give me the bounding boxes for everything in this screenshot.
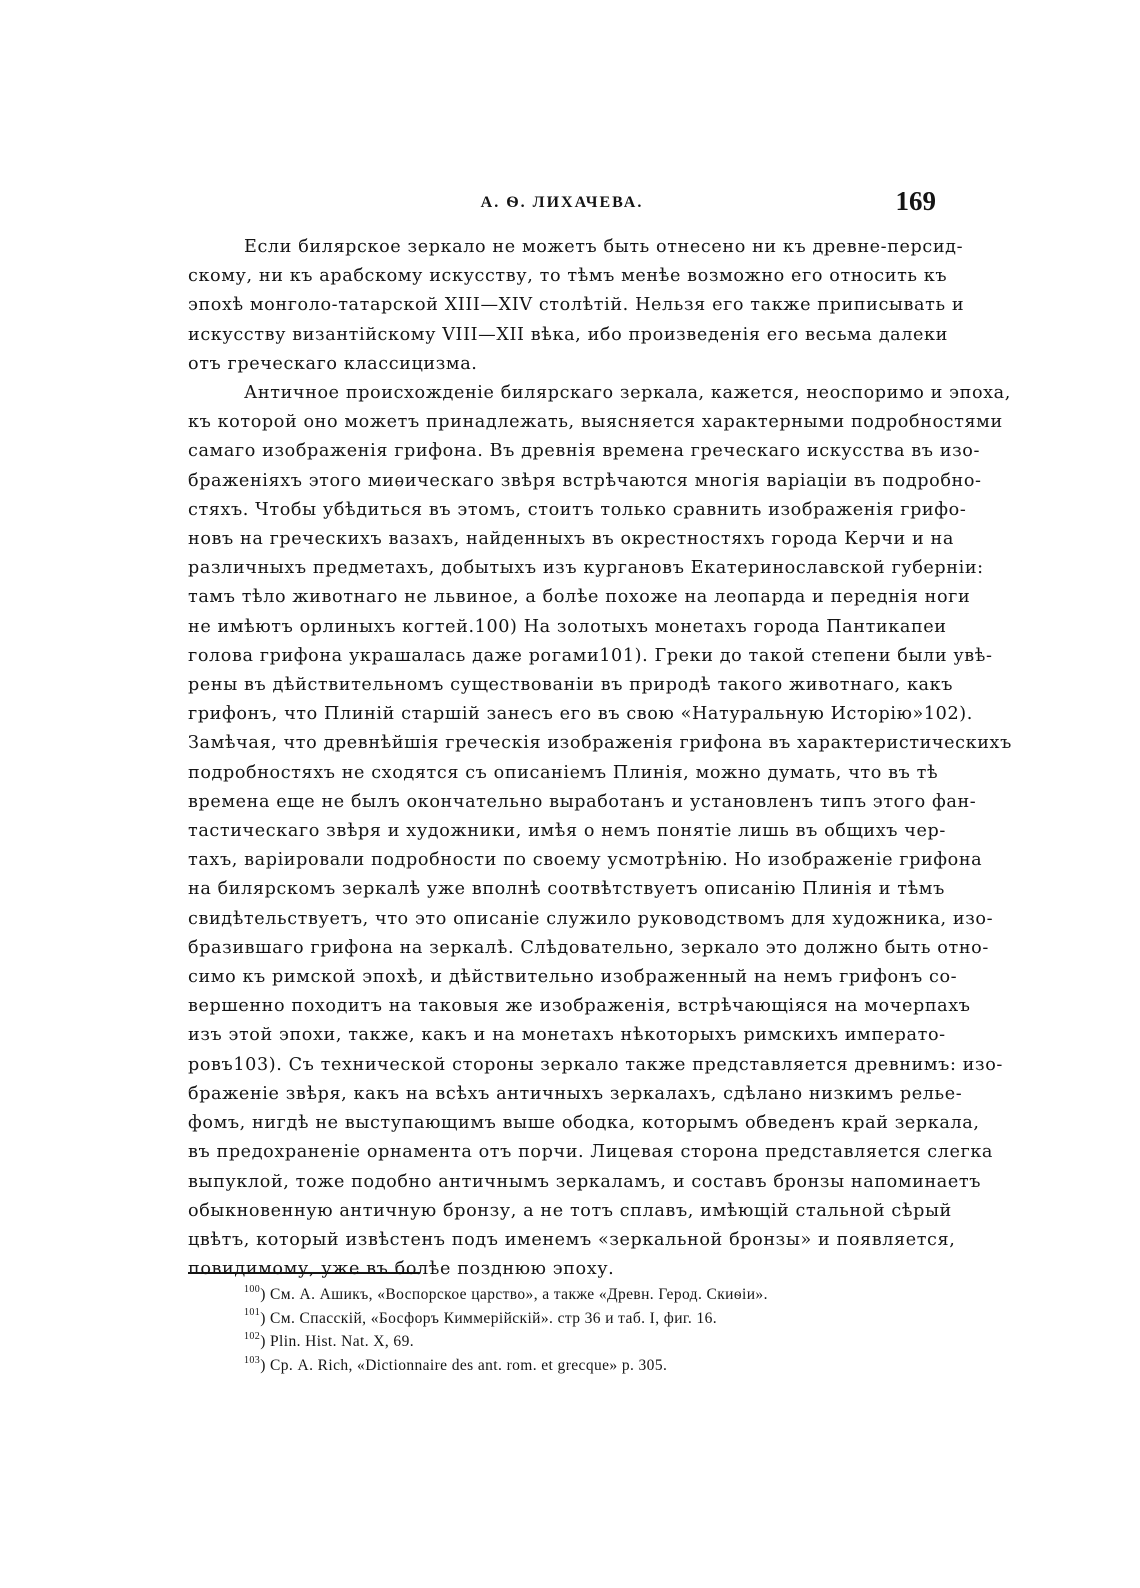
text-line: симо къ римской эпохѣ, и дѣйствительно изображенный на немъ грифонъ со- <box>188 967 958 988</box>
text-line: браженіяхъ этого миѳическаго звѣря встрѣчаются многія варіаціи въ подробно- <box>188 470 982 491</box>
footnote <box>244 1330 924 1354</box>
footnote <box>244 1283 924 1307</box>
text-line: тастическаго звѣря и художники, имѣя о немъ понятіе лишь въ общихъ чер- <box>188 821 946 842</box>
page-header <box>188 186 936 226</box>
running-head: А. Ѳ. ЛИХАЧЕВА. <box>480 194 644 211</box>
text-line: голова грифона украшалась даже рогами101). Греки до такой степени были увѣ- <box>188 645 993 666</box>
text-line: эпохѣ монголо-татарской XIII—XIV столѣтій. Нельзя его также приписывать и <box>188 295 965 316</box>
text-line: браженіе звѣря, какъ на всѣхъ античныхъ зеркалахъ, сдѣлано низкимъ релье- <box>188 1083 963 1104</box>
text-line: ровъ103). Съ технической стороны зеркало также представляется древнимъ: изо- <box>188 1054 1003 1075</box>
footnote <box>244 1307 924 1331</box>
text-line: обыкновенную античную бронзу, а не тотъ сплавъ, имѣющій стальной сѣрый <box>188 1200 952 1221</box>
text-line: тамъ тѣло животнаго не львиное, а болѣе похоже на леопарда и переднія ноги <box>188 587 971 608</box>
footnote-mark: 101 <box>244 1307 261 1319</box>
text-line: искусству византійскому VIII—XII вѣка, ибо произведенія его весьма далеки <box>188 324 948 345</box>
text-line: самаго изображенія грифона. Въ древнія времена греческаго искусства въ изо- <box>188 441 981 462</box>
text-line: грифонъ, что Плиній старшій занесъ его въ свою «Натуральную Исторію»102). <box>188 704 973 725</box>
text-line: свидѣтельствуетъ, что это описаніе служило руководствомъ для художника, изо- <box>188 908 994 929</box>
text-line: скому, ни къ арабскому искусству, то тѣмъ менѣе возможно его относить къ <box>188 266 948 287</box>
footnote <box>244 1354 924 1378</box>
footnotes <box>244 1283 924 1377</box>
footnote-separator <box>188 1272 420 1274</box>
text-line: выпуклой, тоже подобно античнымъ зеркаламъ, и составъ бронзы напоминаетъ <box>188 1171 982 1192</box>
text-line: вершенно походитъ на таковыя же изображенія, встрѣчающіяся на мочерпахъ <box>188 996 971 1017</box>
text-line: изъ этой эпохи, также, какъ и на монетахъ нѣкоторыхъ римскихъ императо- <box>188 1025 946 1046</box>
text-line: бразившаго грифона на зеркалѣ. Слѣдовательно, зеркало это должно быть отно- <box>188 937 989 958</box>
text-line: отъ греческаго классицизма. <box>188 353 478 374</box>
text-line: повидимому, уже въ болѣе позднюю эпоху. <box>188 1259 615 1280</box>
text-line: стяхъ. Чтобы убѣдиться въ этомъ, стоитъ только сравнить изображенія грифо- <box>188 499 967 520</box>
text-line: рены въ дѣйствительномъ существованіи въ природѣ такого животнаго, какъ <box>188 675 954 696</box>
footnote-mark: 102 <box>244 1331 261 1343</box>
text-line: на билярскомъ зеркалѣ уже вполнѣ соотвѣтствуетъ описанію Плинія и тѣмъ <box>188 879 945 900</box>
text-line: не имѣютъ орлиныхъ когтей.100) На золотыхъ монетахъ города Пантикапеи <box>188 616 947 637</box>
text-line: времена еще не былъ окончательно выработанъ и установленъ типъ этого фан- <box>188 791 977 812</box>
text-line: тахъ, варіировали подробности по своему усмотрѣнію. Но изображеніе грифона <box>188 850 983 871</box>
text-line: Античное происхожденіе билярскаго зеркала, кажется, неоспоримо и эпоха, <box>244 383 1011 404</box>
page-number: 169 <box>895 186 936 216</box>
text-line: подробностяхъ не сходятся съ описаніемъ Плинія, можно думать, что въ тѣ <box>188 762 939 783</box>
footnote-mark: 103 <box>244 1354 261 1366</box>
text-line: фомъ, нигдѣ не выступающимъ выше ободка, которымъ обведенъ край зеркала, <box>188 1113 980 1134</box>
text-line: различныхъ предметахъ, добытыхъ изъ кургановъ Екатеринославской губерніи: <box>188 558 984 579</box>
text-line: къ которой оно можетъ принадлежать, выясняется характерными подробностями <box>188 412 1003 433</box>
text-line: Если билярское зеркало не можетъ быть отнесено ни къ древне-персид- <box>244 237 964 257</box>
footnote-text: ) Plin. Hist. Nat. X, 69. <box>260 1333 415 1351</box>
text-line: Замѣчая, что древнѣйшія греческія изображенія грифона въ характеристическихъ <box>188 733 1012 754</box>
text-line: цвѣтъ, который извѣстенъ подъ именемъ «зеркальной бронзы» и появляется, <box>188 1229 956 1250</box>
footnote-text: ) См. А. Ашикъ, «Воспорское царство», а также «Древн. Герод. Скиѳіи». <box>260 1286 768 1303</box>
text-line: новъ на греческихъ вазахъ, найденныхъ въ окрестностяхъ города Керчи и на <box>188 529 954 550</box>
footnote-text: ) Ср. A. Rich, «Dictionnaire des ant. rom. et grecque» p. 305. <box>260 1356 668 1374</box>
footnote-text: ) См. Спасскій, «Босфоръ Киммерійскій». стр 36 и таб. I, фиг. 16. <box>260 1309 718 1327</box>
footnote-mark: 100 <box>244 1283 261 1295</box>
text-line: въ предохраненіе орнамента отъ порчи. Лицевая сторона представляется слегка <box>188 1142 994 1163</box>
main-text <box>188 233 1012 1284</box>
